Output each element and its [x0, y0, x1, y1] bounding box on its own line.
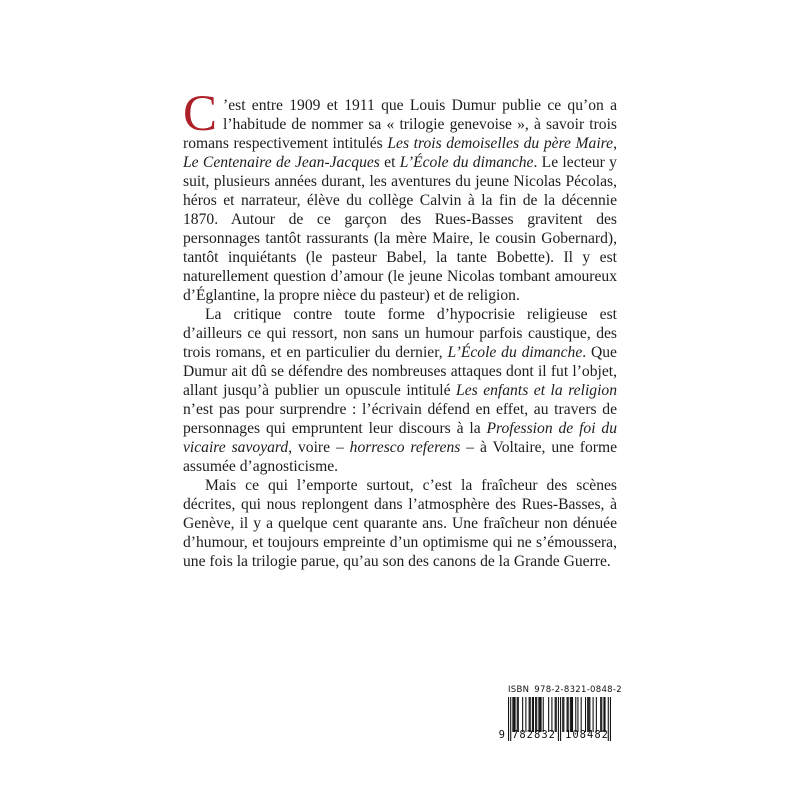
barcode-lead-digit: 9 — [498, 729, 505, 741]
italic-title-text: Les trois demoiselles du père Maire — [387, 135, 614, 152]
italic-title-text: L’École du dimanche — [399, 154, 534, 171]
drop-cap-letter: C — [183, 86, 218, 142]
italic-title-text: horresco referens — [349, 439, 461, 456]
paragraph — [183, 86, 617, 305]
italic-title-text: Le Centenaire de Jean-Jacques — [183, 154, 380, 171]
paragraph — [183, 476, 617, 571]
body-text: ’est entre 1909 et 1911 que Louis Dumur publie ce qu’on a l’habitude de nommer sa « trilogie genevoise », à savoir trois romans respectivement intitulés — [183, 97, 617, 152]
body-text: – à Voltaire, une forme assumée d’agnosticisme. — [183, 439, 617, 475]
body-text: n’est pas pour surprendre : l’écrivain défend en effet, au travers de personnages qui empruntent leur discours à la — [183, 401, 617, 437]
italic-title-text: L’École du dimanche — [447, 344, 583, 361]
ean13-barcode — [498, 697, 611, 741]
barcode-digit-group-1: 782832 — [512, 729, 556, 741]
body-text: . Que Dumur ait dû se défendre des nombreuses attaques dont il fut l’objet, allant jusqu’à publier un opuscule intitulé — [183, 344, 617, 399]
barcode-block — [496, 685, 622, 741]
body-text: , — [613, 135, 617, 152]
italic-title-text: Profession de foi du vicaire savoyard — [183, 420, 617, 456]
blurb-text-block — [183, 86, 617, 571]
barcode-digit-group-2: 108482 — [565, 729, 609, 741]
italic-title-text: Les enfants et la religion — [456, 382, 617, 399]
paragraph — [183, 305, 617, 476]
body-text: Mais ce qui l’emporte surtout, c’est la fraîcheur des scènes décrites, qui nous replongent dans l’atmosphère des Rues-Basses, à Genève, il y a quelque cent quarante ans. Une fraîcheur non dénuée d’humour, et toujours empreinte d’un optimisme qui ne s’émoussera, une fois la trilogie parue, qu’au son des canons de la Grande Guerre. — [183, 477, 617, 570]
body-text: et — [379, 154, 400, 171]
isbn-label: ISBN 978-2-8321-0848-2 — [508, 685, 622, 695]
body-text: . Le lecteur y suit, plusieurs années durant, les aventures du jeune Nicolas Pécolas, héros et narrateur, élève du collège Calvin à la fin de la décennie 1870. Autour de ce garçon des Rues-Basses gravitent des personnages tantôt rassurants (la mère Maire, le cousin Gobernard), tantôt inquiétants (le pasteur Babel, la tante Bobette). Il y est naturellement question d’amour (le jeune Nicolas tombant amoureux d’Églantine, la propre nièce du pasteur) et de religion. — [183, 154, 617, 304]
body-text: La critique contre toute forme d’hypocrisie religieuse est d’ailleurs ce qui ressort, non sans un humour parfois caustique, des trois romans, et en particulier du dernier, — [183, 306, 617, 361]
body-text: , voire – — [288, 439, 350, 456]
